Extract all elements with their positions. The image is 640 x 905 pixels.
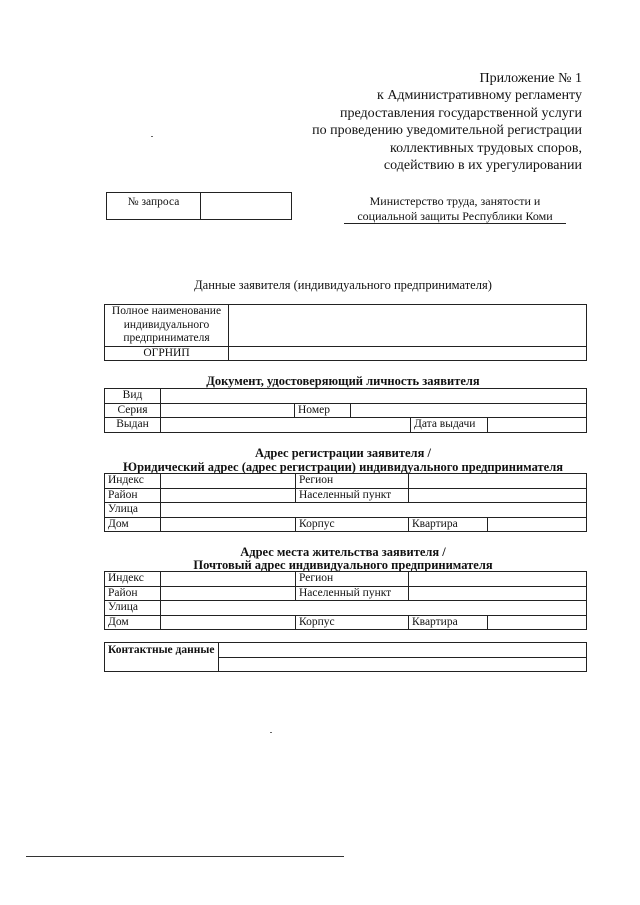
postal-region-value [409,572,587,587]
ministry-line-2: социальной защиты Республики Коми [357,209,553,223]
postal-address-table [104,571,587,630]
ogrnip-label: ОГРНИП [105,346,229,361]
postal-address-title-2: Почтовый адрес индивидуального предпринимателя [193,558,493,572]
applicant-section-title: Данные заявителя (индивидуального предпринимателя) [194,278,492,292]
postal-district-value [161,586,296,601]
reg-street-label: Улица [105,503,161,518]
reg-building-label: Корпус [296,517,409,532]
appendix-line: содействию в их урегулировании [383,158,582,174]
postal-house-value [161,615,296,630]
reg-index-label: Индекс [105,474,161,489]
appendix-line: предоставления государственной услуги [340,105,582,121]
id-doc-table [104,388,587,433]
postal-locality-value [409,586,587,601]
doc-number-value [351,403,587,418]
postal-apartment-label: Квартира [409,615,488,630]
scan-artifact [270,732,272,733]
ogrnip-value [229,346,587,361]
postal-address-title-1: Адрес места жительства заявителя / [240,545,446,559]
reg-address-title-1: Адрес регистрации заявителя / [255,446,431,460]
request-number-label: № запроса [107,193,201,219]
applicant-name-label: Полное наименование индивидуального предпринимателя [105,305,229,347]
postal-apartment-value [488,615,587,630]
reg-apartment-value [488,517,587,532]
appendix-line: к Административному регламенту [377,88,582,104]
ministry-line-1: Министерство труда, занятости и [369,194,541,208]
scan-artifact [151,136,153,137]
reg-address-table [104,473,587,532]
appendix-line: коллективных трудовых споров, [389,140,582,156]
postal-street-label: Улица [105,601,161,616]
contacts-label: Контактные данные [105,643,219,672]
postal-district-label: Район [105,586,161,601]
doc-issue-date-value [488,418,587,433]
postal-index-value [161,572,296,587]
request-number-box [106,192,292,220]
reg-index-value [161,474,296,489]
reg-address-title-2: Юридический адрес (адрес регистрации) индивидуального предпринимателя [123,460,563,474]
reg-apartment-label: Квартира [409,517,488,532]
id-doc-section-title: Документ, удостоверяющий личность заявителя [206,374,480,388]
contacts-value-2 [219,657,587,672]
postal-region-label: Регион [296,572,409,587]
reg-locality-value [409,488,587,503]
reg-district-value [161,488,296,503]
footer-rule [26,856,344,857]
reg-house-value [161,517,296,532]
doc-series-value [161,403,295,418]
reg-region-value [409,474,587,489]
applicant-name-value [229,305,587,347]
postal-locality-label: Населенный пункт [296,586,409,601]
doc-issued-label: Выдан [105,418,161,433]
reg-district-label: Район [105,488,161,503]
postal-index-label: Индекс [105,572,161,587]
reg-locality-label: Населенный пункт [296,488,409,503]
postal-street-value [161,601,587,616]
contacts-value-1 [219,643,587,658]
reg-region-label: Регион [296,474,409,489]
appendix-line: по проведению уведомительной регистрации [312,123,582,139]
doc-number-label: Номер [295,403,351,418]
appendix-line: Приложение № 1 [479,71,582,86]
postal-house-label: Дом [105,615,161,630]
doc-issue-date-label: Дата выдачи [411,418,488,433]
reg-street-value [161,503,587,518]
doc-series-label: Серия [105,403,161,418]
applicant-table [104,304,587,361]
postal-building-label: Корпус [296,615,409,630]
doc-type-label: Вид [105,389,161,404]
appendix-header [282,70,582,174]
doc-type-value [161,389,587,404]
ministry-addressee [344,194,566,224]
doc-issued-value [161,418,411,433]
ministry-underline [344,223,566,224]
contacts-table [104,642,587,672]
reg-house-label: Дом [105,517,161,532]
